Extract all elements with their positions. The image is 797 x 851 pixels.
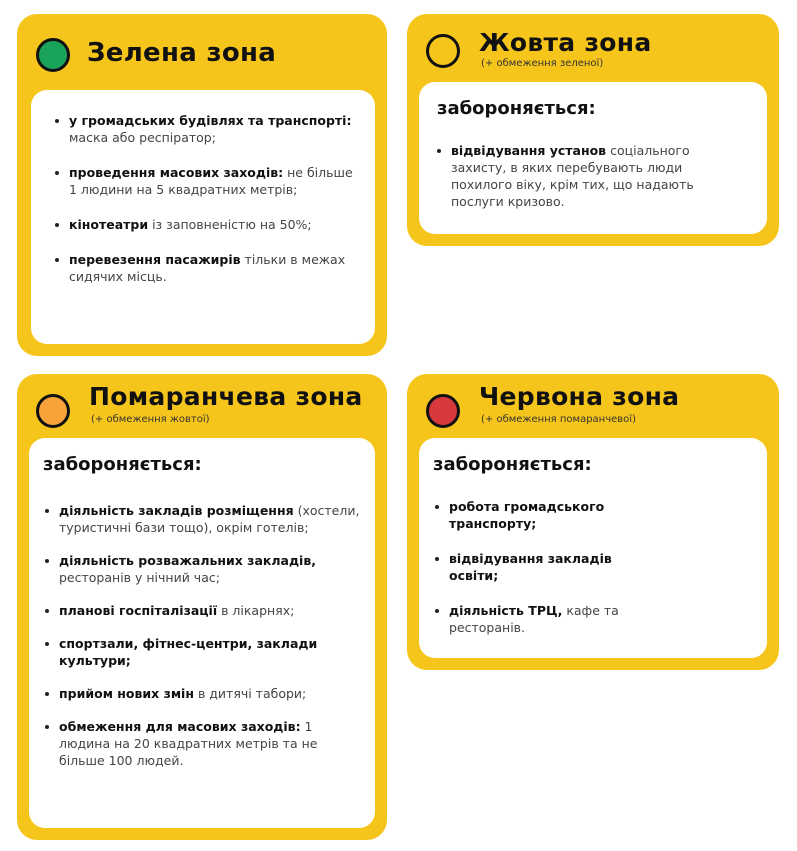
red-zone-body bbox=[419, 438, 767, 658]
list-item: діяльність закладів розміщення (хостели, туристичні бази тощо), окрім готелів; bbox=[45, 502, 361, 536]
red-zone-subtitle: (+ обмеження помаранчевої) bbox=[481, 414, 636, 425]
yellow-zone-list bbox=[437, 142, 737, 210]
list-item: кінотеатри із заповненістю на 50%; bbox=[55, 216, 355, 233]
list-item: проведення масових заходів: не більше 1 людини на 5 квадратних метрів; bbox=[55, 164, 355, 198]
red-circle-icon bbox=[426, 394, 460, 428]
orange-zone-body bbox=[29, 438, 375, 828]
orange-zone-title: Помаранчева зона bbox=[89, 382, 363, 411]
red-zone-title: Червона зона bbox=[479, 382, 680, 411]
orange-zone-list bbox=[45, 502, 361, 769]
yellow-zone-forbidden-heading: забороняється: bbox=[437, 98, 596, 119]
yellow-zone-subtitle: (+ обмеження зеленої) bbox=[481, 58, 604, 69]
list-item: відвідування установ соціального захисту, в яких перебувають люди похилого віку, крім тих, що надають послуги кризово. bbox=[437, 142, 737, 210]
list-item: перевезення пасажирів тільки в межах сидячих місць. bbox=[55, 251, 355, 285]
list-item: діяльність ТРЦ, кафе та ресторанів. bbox=[435, 602, 645, 636]
green-zone-body bbox=[31, 90, 375, 344]
green-circle-icon bbox=[36, 38, 70, 72]
list-item: робота громадського транспорту; bbox=[435, 498, 645, 532]
red-zone-forbidden-heading: забороняється: bbox=[433, 454, 592, 475]
green-zone-title: Зелена зона bbox=[87, 38, 277, 68]
list-item: діяльність розважальних закладів, ресторанів у нічний час; bbox=[45, 552, 361, 586]
list-item: у громадських будівлях та транспорті: маска або респіратор; bbox=[55, 112, 355, 146]
red-zone-card bbox=[407, 374, 779, 670]
yellow-zone-body bbox=[419, 82, 767, 234]
list-item: прийом нових змін в дитячі табори; bbox=[45, 685, 361, 702]
list-item: спортзали, фітнес-центри, заклади культури; bbox=[45, 635, 361, 669]
orange-circle-icon bbox=[36, 394, 70, 428]
yellow-zone-card bbox=[407, 14, 779, 246]
orange-zone-subtitle: (+ обмеження жовтої) bbox=[91, 414, 210, 425]
list-item: обмеження для масових заходів: 1 людина на 20 квадратних метрів та не більше 100 людей. bbox=[45, 718, 361, 769]
green-zone-list bbox=[55, 112, 355, 285]
list-item: відвідування закладів освіти; bbox=[435, 550, 645, 584]
orange-zone-card bbox=[17, 374, 387, 840]
red-zone-list bbox=[435, 498, 645, 636]
green-zone-card bbox=[17, 14, 387, 356]
orange-zone-forbidden-heading: забороняється: bbox=[43, 454, 202, 475]
yellow-zone-title: Жовта зона bbox=[479, 28, 652, 57]
list-item: планові госпіталізації в лікарнях; bbox=[45, 602, 361, 619]
yellow-circle-icon bbox=[426, 34, 460, 68]
